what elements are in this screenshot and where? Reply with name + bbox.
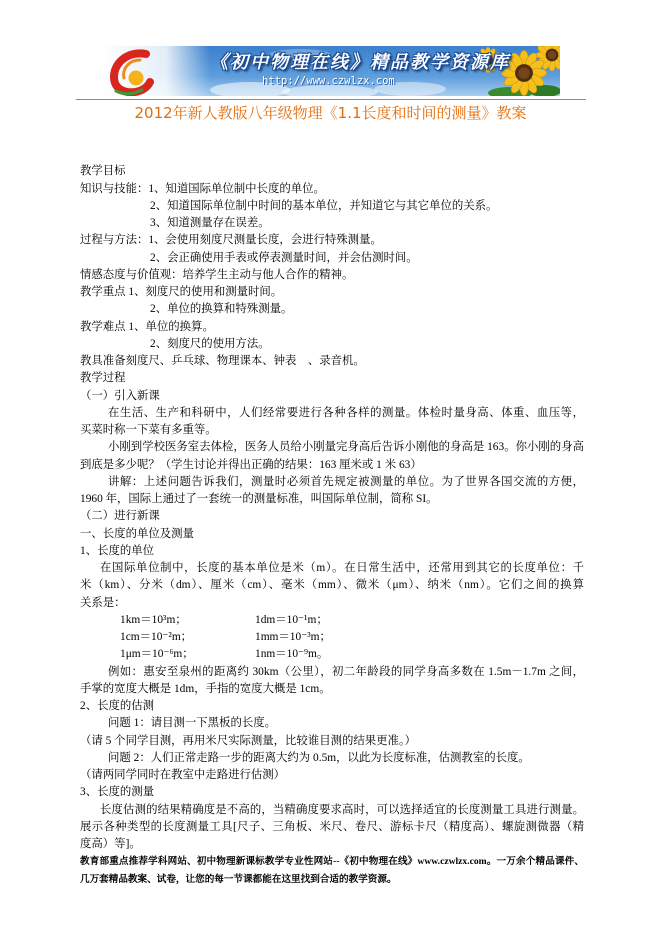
document-body: [80, 163, 584, 888]
conversion-formula: 1mm＝10⁻³m；: [255, 631, 331, 644]
paragraph-line: 度高）等]。: [80, 838, 141, 851]
conversion-row: [80, 612, 584, 629]
document-title: 2012年新人教版八年级物理《1.1长度和时间的测量》教案: [134, 104, 527, 122]
banner-url: http://www.czwlzx.com: [262, 75, 395, 87]
paragraph-line: 1960 年，国际上通过了一套统一的测量标准，叫国际单位制，简称 SI。: [80, 493, 438, 506]
conversion-formula: 1μm＝10⁻⁶m；: [120, 648, 194, 661]
footer-line: 几万套精品教案、试卷，让您的每一节课都能在这里找到合适的教学资源。: [80, 873, 397, 885]
objective-line: 情感态度与价值观：培养学生主动与他人合作的精神。: [80, 268, 354, 281]
key-point-line: 2、单位的换算和特殊测量。: [150, 303, 293, 316]
subsection-heading: 1、长度的单位: [80, 544, 155, 557]
conversion-formula: 1nm＝10⁻⁹m。: [255, 648, 329, 661]
question-line: 问题 2：人们正常走路一步的距离大约为 0.5m，以此为长度标准，估测教室的长度。: [108, 751, 530, 764]
conversion-formula: 1dm＝10⁻¹m；: [255, 613, 328, 626]
paragraph-line: 到底是多少呢？（学生讨论并得出正确的结果：163 厘米或 1 米 63）: [80, 458, 422, 471]
procedure-heading: 教学过程: [80, 372, 126, 385]
paragraph-line: 在生活、生产和科研中，人们经常要进行各种各样的测量。体检时量身高、体重、血压等，: [108, 406, 584, 419]
paragraph-line: 例如：惠安至泉州的距离约 30km（公里），初二年龄段的同学身高多数在 1.5m－1.7m 之间，: [108, 665, 584, 678]
conversion-row: [80, 629, 584, 646]
paragraph-line: 买菜时称一下菜有多重等。: [80, 424, 217, 437]
objectives-heading: 教学目标: [80, 165, 126, 178]
materials-line: 教具准备刻度尺、乒乓球、物理课本、钟表 、录音机。: [80, 355, 365, 368]
objective-line: 3、知道测量存在误差。: [150, 217, 270, 230]
objective-line: 2、会正确使用手表或停表测量时间，并会估测时间。: [150, 251, 418, 264]
objective-line: 知识与技能：1、知道国际单位制中长度的单位。: [80, 182, 325, 195]
objective-line: 过程与方法：1、会使用刻度尺测量长度，会进行特殊测量。: [80, 234, 382, 247]
new-lesson-heading: （二）进行新课: [80, 510, 160, 523]
paragraph-line: 长度估测的结果精确度是不高的，当精确度要求高时，可以选择适宜的长度测量工具进行测量。: [100, 803, 584, 816]
section-heading: 一、长度的单位及测量: [80, 527, 194, 540]
subsection-heading: 2、长度的估测: [80, 700, 155, 713]
paragraph-line: 讲解：上述问题告诉我们，测量时必须首先规定被测量的单位。为了世界各国交流的方便，: [108, 475, 584, 488]
conversion-row: [80, 646, 584, 663]
difficulty-line: 教学难点 1、单位的换算。: [80, 320, 214, 333]
question-line: 问题 1：请目测一下黑板的长度。: [108, 717, 277, 730]
conversion-formula: 1cm＝10⁻²m；: [120, 631, 193, 644]
key-point-line: 教学重点 1、刻度尺的使用和测量时间。: [80, 286, 283, 299]
footer-line: 教育部重点推荐学科网站、初中物理新课标教学专业性网站--《初中物理在线》www.czwlzx.com。一万余个精品课件、: [80, 856, 584, 868]
header-banner: [100, 46, 560, 96]
paragraph-line: 关系是：: [80, 596, 126, 609]
banner-title: 《初中物理在线》精品教学资源库: [210, 52, 510, 73]
note-line: （请两同学同时在教室中走路进行估测）: [80, 769, 286, 782]
note-line: （请 5 个同学目测，再用米尺实际测量，比较谁目测的结果更准。）: [80, 734, 417, 747]
conversion-formula: 1km＝10³m；: [120, 613, 187, 626]
paragraph-line: 手掌的宽度大概是 1dm，手指的宽度大概是 1cm。: [80, 682, 331, 695]
subsection-heading: 3、长度的测量: [80, 786, 155, 799]
paragraph-line: 在国际单位制中，长度的基本单位是米（m）。在日常生活中，还常用到其它的长度单位：千: [100, 562, 584, 575]
paragraph-line: 米（km）、分米（dm）、厘米（cm）、毫米（mm）、微米（μm）、纳米（nm）。它们之间的换算: [80, 579, 584, 592]
objective-line: 2、知道国际单位制中时间的基本单位，并知道它与其它单位的关系。: [150, 199, 498, 212]
difficulty-line: 2、刻度尺的使用方法。: [150, 337, 270, 350]
paragraph-line: 小刚到学校医务室去体检，医务人员给小刚量完身高后告诉小刚他的身高是 163。你小刚的身高: [108, 441, 584, 454]
intro-heading: （一）引入新课: [80, 389, 160, 402]
header-divider: [76, 99, 586, 100]
paragraph-line: 展示各种类型的长度测量工具[尺子、三角板、米尺、卷尺、游标卡尺（精度高）、螺旋测微器（精: [80, 820, 584, 833]
